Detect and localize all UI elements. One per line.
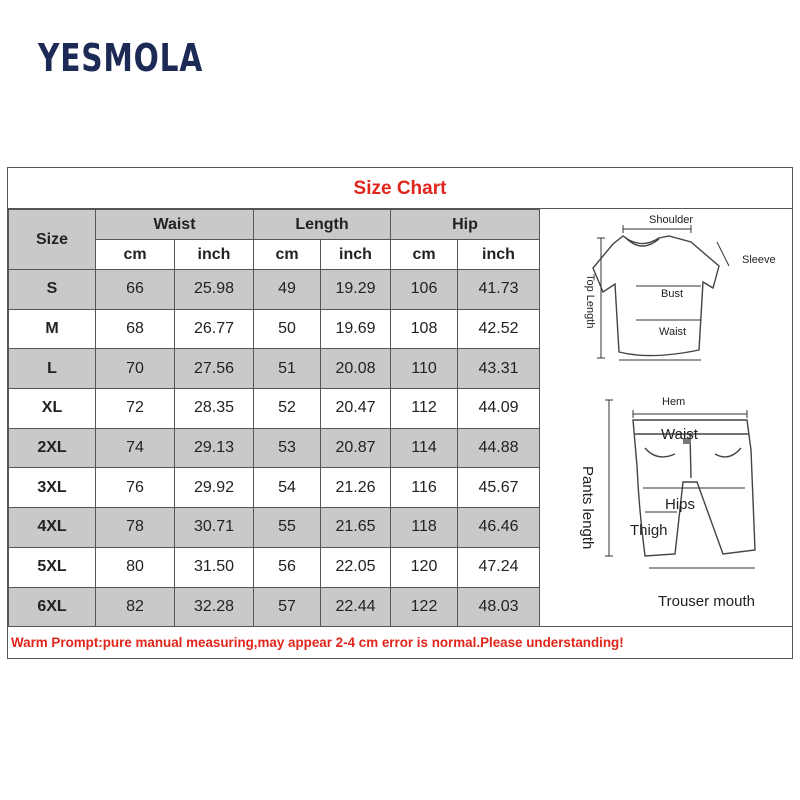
unit-header: cm — [254, 240, 321, 270]
warm-prompt-note: Warm Prompt:pure manual measuring,may appear 2-4 cm error is normal.Please understanding! — [8, 626, 792, 658]
unit-header: inch — [458, 240, 540, 270]
size-table — [8, 209, 540, 627]
shirt-waist-label: Waist — [659, 326, 687, 338]
size-cell: 5XL — [9, 547, 96, 587]
value-cell: 42.52 — [458, 309, 540, 349]
header-group-row — [9, 210, 540, 240]
value-cell: 51 — [254, 349, 321, 389]
value-cell: 44.09 — [458, 389, 540, 429]
table-row — [9, 428, 540, 468]
value-cell: 43.31 — [458, 349, 540, 389]
value-cell: 52 — [254, 389, 321, 429]
unit-header: inch — [321, 240, 391, 270]
value-cell: 68 — [96, 309, 175, 349]
size-cell: 3XL — [9, 468, 96, 508]
length-header: Length — [254, 210, 391, 240]
table-row — [9, 468, 540, 508]
value-cell: 19.69 — [321, 309, 391, 349]
value-cell: 78 — [96, 508, 175, 548]
table-row — [9, 349, 540, 389]
value-cell: 114 — [391, 428, 458, 468]
table-row — [9, 389, 540, 429]
value-cell: 122 — [391, 587, 458, 627]
table-row — [9, 547, 540, 587]
value-cell: 56 — [254, 547, 321, 587]
value-cell: 26.77 — [175, 309, 254, 349]
value-cell: 20.08 — [321, 349, 391, 389]
value-cell: 20.87 — [321, 428, 391, 468]
value-cell: 21.65 — [321, 508, 391, 548]
unit-header: cm — [391, 240, 458, 270]
value-cell: 41.73 — [458, 270, 540, 310]
table-row — [9, 587, 540, 627]
value-cell: 30.71 — [175, 508, 254, 548]
value-cell: 72 — [96, 389, 175, 429]
value-cell: 47.24 — [458, 547, 540, 587]
value-cell: 66 — [96, 270, 175, 310]
table-row — [9, 309, 540, 349]
size-chart — [7, 167, 793, 659]
value-cell: 49 — [254, 270, 321, 310]
hem-label: Hem — [662, 396, 686, 408]
value-cell: 116 — [391, 468, 458, 508]
size-rows — [9, 270, 540, 627]
table-row — [9, 508, 540, 548]
value-cell: 29.13 — [175, 428, 254, 468]
garment-diagrams — [541, 210, 792, 628]
value-cell: 25.98 — [175, 270, 254, 310]
waist-header: Waist — [96, 210, 254, 240]
unit-header: cm — [96, 240, 175, 270]
value-cell: 48.03 — [458, 587, 540, 627]
top-length-label: Top Length — [584, 274, 596, 329]
measurement-illustrations — [541, 210, 792, 628]
size-cell: 4XL — [9, 508, 96, 548]
value-cell: 80 — [96, 547, 175, 587]
size-cell: S — [9, 270, 96, 310]
value-cell: 45.67 — [458, 468, 540, 508]
size-header: Size — [9, 210, 96, 270]
value-cell: 106 — [391, 270, 458, 310]
value-cell: 57 — [254, 587, 321, 627]
value-cell: 29.92 — [175, 468, 254, 508]
value-cell: 32.28 — [175, 587, 254, 627]
value-cell: 22.44 — [321, 587, 391, 627]
value-cell: 112 — [391, 389, 458, 429]
value-cell: 108 — [391, 309, 458, 349]
value-cell: 31.50 — [175, 547, 254, 587]
value-cell: 27.56 — [175, 349, 254, 389]
hips-label: Hips — [665, 496, 696, 513]
size-cell: 6XL — [9, 587, 96, 627]
value-cell: 74 — [96, 428, 175, 468]
brand-logo: YESMOLA — [38, 36, 204, 80]
pants-length-label: Pants length — [579, 466, 596, 550]
value-cell: 21.26 — [321, 468, 391, 508]
bust-label: Bust — [661, 288, 684, 300]
value-cell: 70 — [96, 349, 175, 389]
value-cell: 46.46 — [458, 508, 540, 548]
hip-header: Hip — [391, 210, 540, 240]
value-cell: 82 — [96, 587, 175, 627]
value-cell: 20.47 — [321, 389, 391, 429]
shoulder-label: Shoulder — [649, 214, 694, 226]
value-cell: 28.35 — [175, 389, 254, 429]
value-cell: 120 — [391, 547, 458, 587]
value-cell: 55 — [254, 508, 321, 548]
value-cell: 19.29 — [321, 270, 391, 310]
value-cell: 50 — [254, 309, 321, 349]
value-cell: 110 — [391, 349, 458, 389]
thigh-label: Thigh — [630, 522, 668, 539]
value-cell: 53 — [254, 428, 321, 468]
chart-title: Size Chart — [8, 168, 792, 209]
sleeve-label: Sleeve — [742, 254, 776, 266]
size-cell: 2XL — [9, 428, 96, 468]
value-cell: 76 — [96, 468, 175, 508]
unit-header: inch — [175, 240, 254, 270]
trouser-mouth-label: Trouser mouth — [658, 593, 755, 610]
size-cell: M — [9, 309, 96, 349]
pants-waist-label: Waist — [661, 426, 698, 443]
value-cell: 118 — [391, 508, 458, 548]
tshirt-icon — [593, 236, 719, 356]
value-cell: 54 — [254, 468, 321, 508]
size-cell: XL — [9, 389, 96, 429]
size-cell: L — [9, 349, 96, 389]
value-cell: 22.05 — [321, 547, 391, 587]
value-cell: 44.88 — [458, 428, 540, 468]
table-row — [9, 270, 540, 310]
